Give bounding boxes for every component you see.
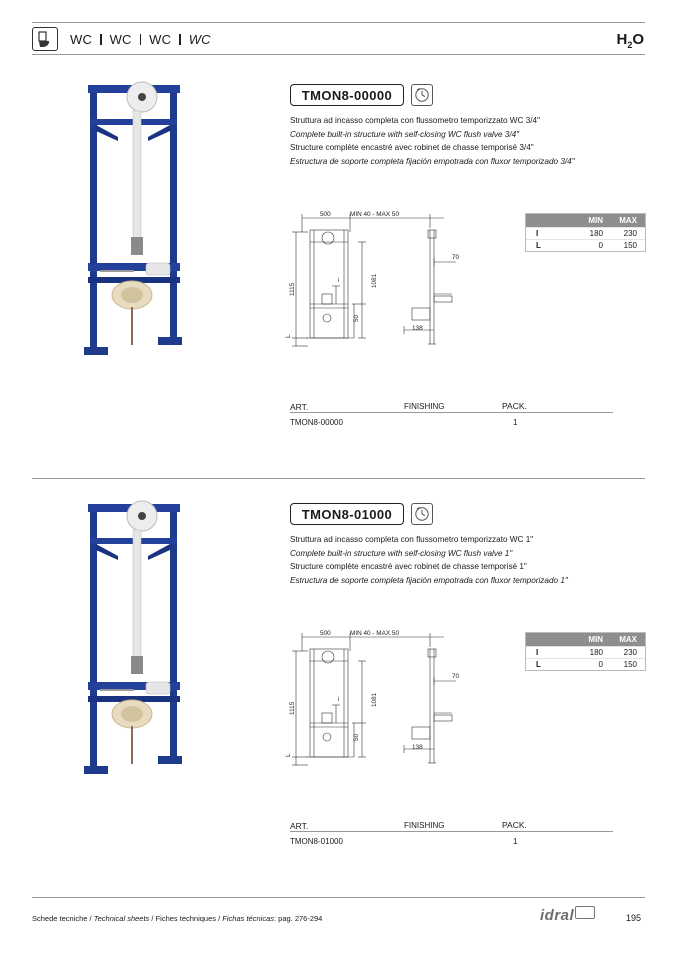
dim-side-offset-label: 70	[452, 673, 460, 680]
product-code-badge: TMON8-01000	[290, 503, 404, 525]
dim-inner-height-label: 1081	[371, 692, 378, 707]
title-part: WC	[70, 32, 93, 47]
dimension-table	[525, 213, 646, 252]
description-fr: Structure complète encastré avec robinet de chasse temporisé 1"	[290, 562, 527, 571]
dim-low-height-label: 50	[353, 314, 360, 322]
idral-logo: idral	[540, 906, 595, 924]
pack-column-header: PACK.	[502, 820, 527, 830]
dim-i-label: i	[338, 696, 340, 703]
art-code-cell: TMON8-00000	[290, 418, 343, 427]
pack-column-header: PACK.	[502, 401, 527, 411]
description-it: Struttura ad incasso completa con flussometro temporizzato WC 1"	[290, 535, 534, 544]
table-rule	[290, 412, 613, 413]
dimension-table-header: MIN MAX	[526, 633, 645, 646]
h2o-brand-mark: $H_2O$	[616, 31, 644, 50]
description-es: Estructura de soporte completa fijación empotrada con fluxor temporizado 3/4"	[290, 156, 575, 166]
dim-low-height-label: 50	[353, 733, 360, 741]
title-part: WC	[149, 32, 172, 47]
description-it: Struttura ad incasso completa con flussometro temporizzato WC 3/4"	[290, 116, 541, 125]
dim-min-max-label: MIN 40 - MAX 50	[350, 630, 400, 637]
title-part: WC	[109, 32, 132, 47]
dimension-row: I 180 230	[526, 227, 645, 239]
dim-total-height-label: 1115	[289, 282, 296, 296]
product-photo	[78, 494, 188, 804]
dimension-table	[525, 632, 646, 671]
table-rule	[290, 831, 613, 832]
pack-cell: 1	[513, 418, 518, 427]
product-section	[0, 419, 677, 899]
finishing-column-header: FINISHING	[404, 402, 445, 411]
product-descriptions	[290, 533, 650, 587]
dimension-row: L 0 150	[526, 239, 645, 251]
dim-depth-label: 138	[412, 325, 423, 332]
finishing-column-header: FINISHING	[404, 821, 445, 830]
dim-min-max-label: MIN 40 - MAX 50	[350, 211, 400, 218]
technical-drawing	[284, 208, 474, 355]
dim-total-height-label: 1115	[289, 701, 296, 715]
dim-inner-height-label: 1081	[371, 273, 378, 288]
dim-i-label: i	[338, 277, 340, 284]
product-photo	[78, 75, 188, 385]
product-code-badge: TMON8-00000	[290, 84, 404, 106]
description-fr: Structure complète encastré avec robinet de chasse temporisé 3/4"	[290, 143, 534, 152]
footer-reference: Schede tecniche / Technical sheets / Fiches techniques / Fichas técnicas: pag. 276-294	[32, 914, 323, 923]
dimension-table-header: MIN MAX	[526, 214, 645, 227]
page-number: 195	[626, 913, 642, 923]
description-es: Estructura de soporte completa fijación empotrada con fluxor temporizado 1"	[290, 575, 568, 585]
dimension-row: I 180 230	[526, 646, 645, 658]
dim-side-offset-label: 70	[452, 254, 460, 261]
clock-timer-icon	[411, 503, 433, 525]
dimension-row: L 0 150	[526, 658, 645, 670]
title-part: WC	[188, 32, 211, 47]
product-descriptions	[290, 114, 650, 168]
clock-timer-icon	[411, 84, 433, 106]
dim-width-label: 500	[320, 630, 331, 637]
description-en: Complete built-in structure with self-closing WC flush valve 1"	[290, 548, 513, 558]
dim-depth-label: 138	[412, 744, 423, 751]
footer-rule	[32, 897, 645, 898]
description-en: Complete built-in structure with self-closing WC flush valve 3/4"	[290, 129, 520, 139]
dim-l-label: L	[285, 334, 292, 338]
art-code-cell: TMON8-01000	[290, 837, 343, 846]
art-column-header: ART.	[290, 821, 309, 831]
pack-cell: 1	[513, 837, 518, 846]
dim-l-label: L	[285, 753, 292, 757]
technical-drawing	[284, 627, 474, 774]
dim-width-label: 500	[320, 211, 331, 218]
art-column-header: ART.	[290, 402, 309, 412]
